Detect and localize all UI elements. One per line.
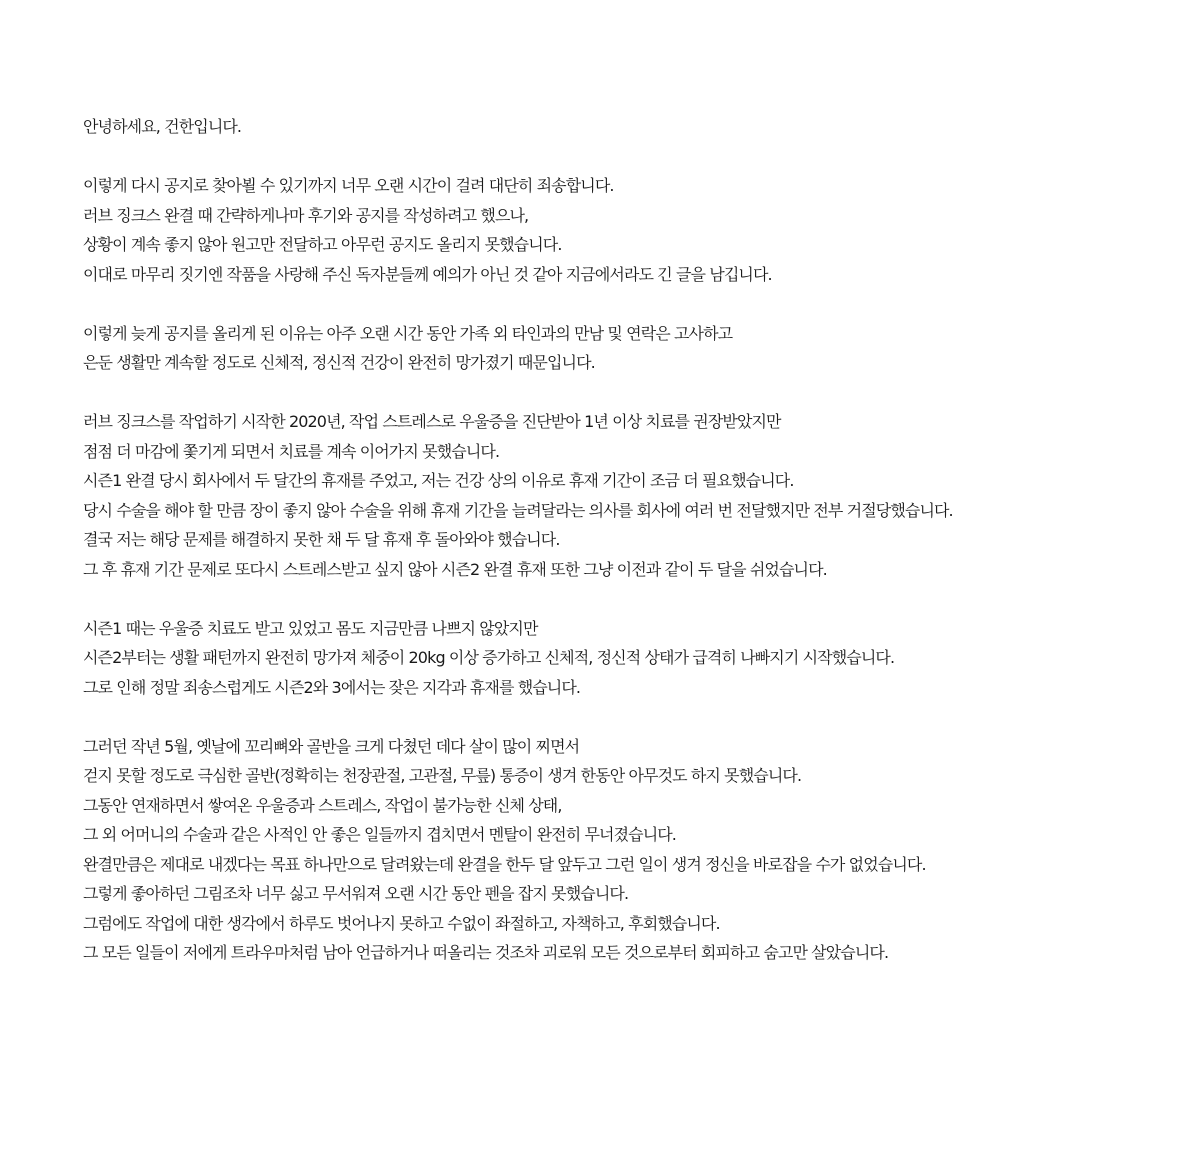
paragraph-season2 <box>83 614 1183 703</box>
paragraph-last-year <box>83 732 1183 968</box>
text-line: 은둔 생활만 계속할 정도로 신체적, 정신적 건강이 완전히 망가졌기 때문입니다. <box>83 353 595 372</box>
text-line: 그 모든 일들이 저에게 트라우마처럼 남아 언급하거나 떠올리는 것조차 괴로워 모든 것으로부터 회피하고 숨고만 살았습니다. <box>83 943 889 962</box>
text-line: 그러던 작년 5월, 옛날에 꼬리뼈와 골반을 크게 다쳤던 데다 살이 많이 찌면서 <box>83 736 580 756</box>
text-line: 그 후 휴재 기간 문제로 또다시 스트레스받고 싶지 않아 시즌2 완결 휴재 또한 그냥 이전과 같이 두 달을 쉬었습니다. <box>83 559 827 579</box>
text-line: 그동안 연재하면서 쌓여온 우울증과 스트레스, 작업이 불가능한 신체 상태, <box>83 795 562 815</box>
text-line: 이렇게 늦게 공지를 올리게 된 이유는 아주 오랜 시간 동안 가족 외 타인과의 만남 및 연락은 고사하고 <box>83 323 733 343</box>
greeting-paragraph <box>83 112 1183 142</box>
text-line: 점점 더 마감에 쫓기게 되면서 치료를 계속 이어가지 못했습니다. <box>83 441 500 461</box>
greeting-line: 안녕하세요, 건한입니다. <box>83 117 242 136</box>
text-line: 그로 인해 정말 죄송스럽게도 시즌2와 3에서는 잦은 지각과 휴재를 했습니다. <box>83 677 581 697</box>
text-line: 걷지 못할 정도로 극심한 골반(정확히는 천장관절, 고관절, 무릎) 통증이 생겨 한동안 아무것도 하지 못했습니다. <box>83 766 802 785</box>
paragraph-apology <box>83 171 1183 289</box>
paragraph-reason <box>83 319 1183 378</box>
paragraph-history <box>83 407 1183 584</box>
text-line: 당시 수술을 해야 할 만큼 장이 좋지 않아 수술을 위해 휴재 기간을 늘려달라는 의사를 회사에 여러 번 전달했지만 전부 거절당했습니다. <box>83 500 953 520</box>
text-line: 그 외 어머니의 수술과 같은 사적인 안 좋은 일들까지 겹치면서 멘탈이 완전히 무너졌습니다. <box>83 825 676 844</box>
notice-body <box>83 112 1183 997</box>
text-line: 상황이 계속 좋지 않아 원고만 전달하고 아무런 공지도 올리지 못했습니다. <box>83 235 562 254</box>
text-line: 그럼에도 작업에 대한 생각에서 하루도 벗어나지 못하고 수없이 좌절하고, 자책하고, 후회했습니다. <box>83 913 720 933</box>
text-line: 완결만큼은 제대로 내겠다는 목표 하나만으로 달려왔는데 완결을 한두 달 앞두고 그런 일이 생겨 정신을 바로잡을 수가 없었습니다. <box>83 854 926 874</box>
text-line: 러브 징크스를 작업하기 시작한 2020년, 작업 스트레스로 우울증을 진단받아 1년 이상 치료를 권장받았지만 <box>83 412 781 431</box>
text-line: 시즌1 완결 당시 회사에서 두 달간의 휴재를 주었고, 저는 건강 상의 이유로 휴재 기간이 조금 더 필요했습니다. <box>83 471 794 490</box>
text-line: 이대로 마무리 짓기엔 작품을 사랑해 주신 독자분들께 예의가 아닌 것 같아 지금에서라도 긴 글을 남깁니다. <box>83 264 772 284</box>
text-line: 그렇게 좋아하던 그림조차 너무 싫고 무서워져 오랜 시간 동안 펜을 잡지 못했습니다. <box>83 884 629 903</box>
text-line: 시즌1 때는 우울증 치료도 받고 있었고 몸도 지금만큼 나쁘지 않았지만 <box>83 618 538 638</box>
text-line: 시즌2부터는 생활 패턴까지 완전히 망가져 체중이 20kg 이상 증가하고 신체적, 정신적 상태가 급격히 나빠지기 시작했습니다. <box>83 648 895 667</box>
text-line: 결국 저는 해당 문제를 해결하지 못한 채 두 달 휴재 후 돌아와야 했습니다. <box>83 530 560 549</box>
text-line: 러브 징크스 완결 때 간략하게나마 후기와 공지를 작성하려고 했으나, <box>83 205 529 225</box>
text-line: 이렇게 다시 공지로 찾아뵐 수 있기까지 너무 오랜 시간이 걸려 대단히 죄송합니다. <box>83 176 614 195</box>
